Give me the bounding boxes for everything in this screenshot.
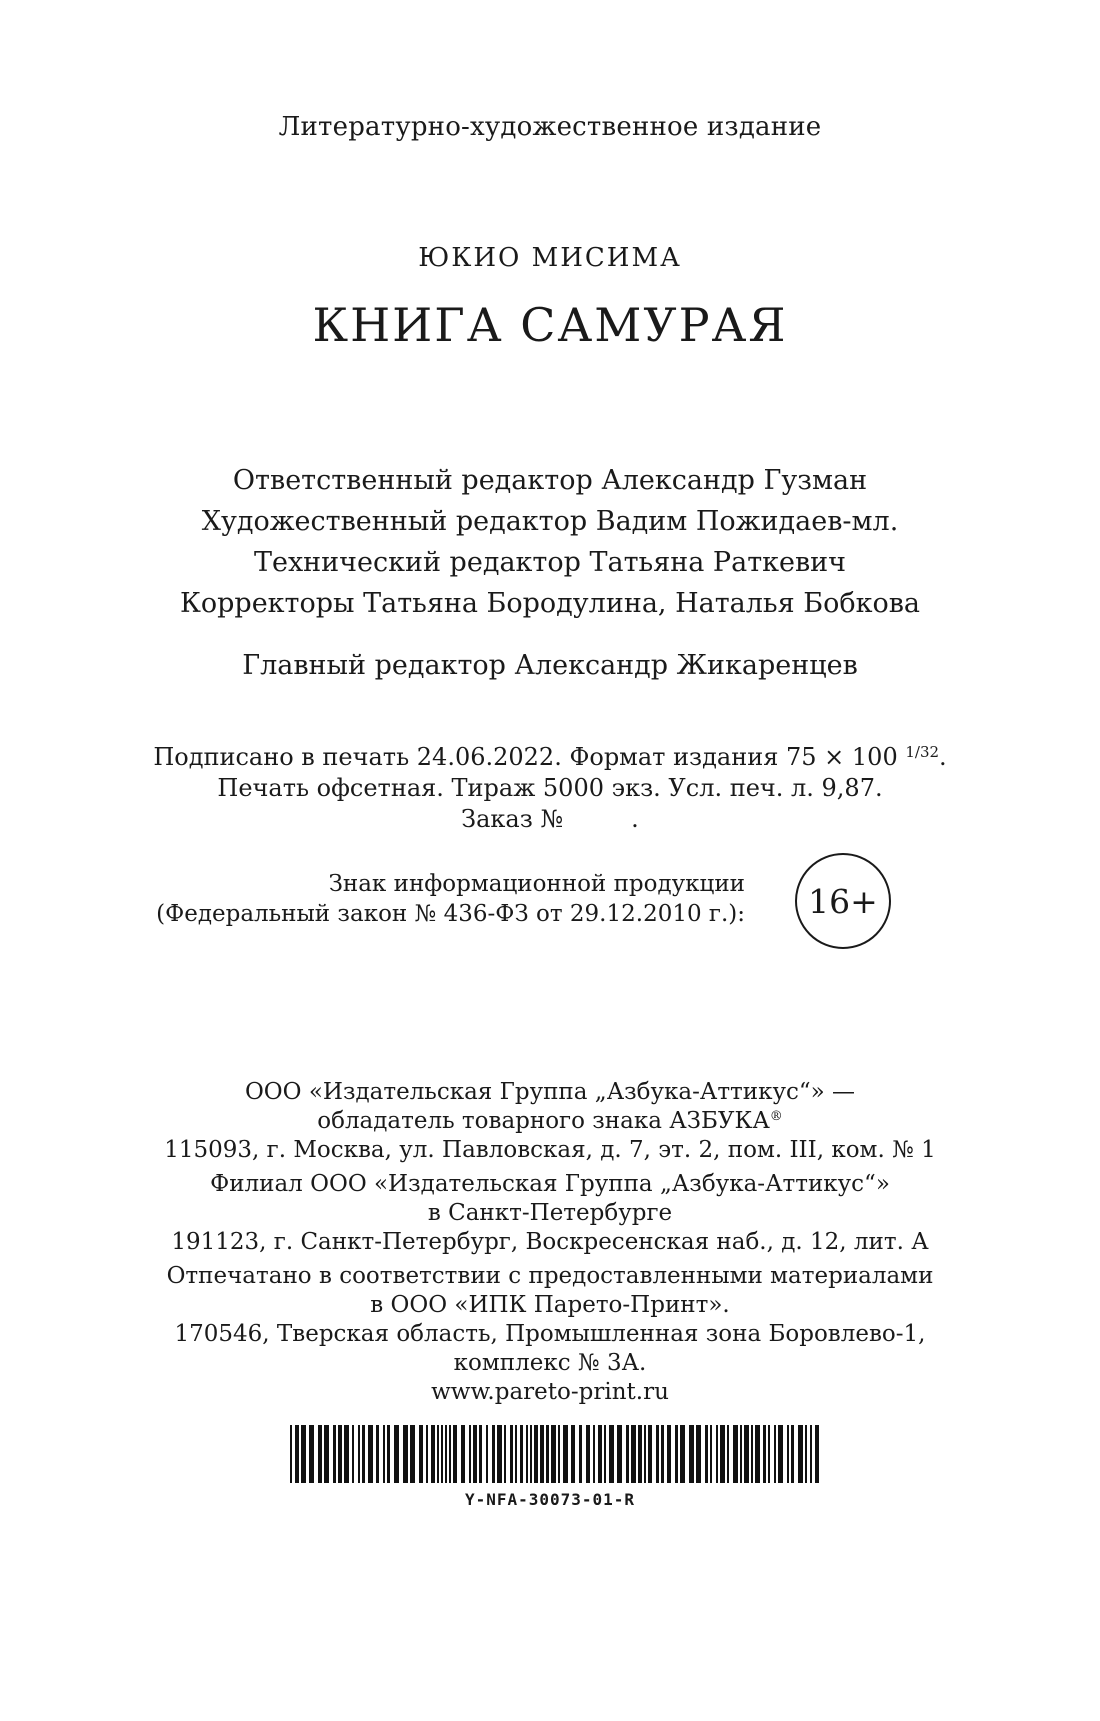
age-rating-label [156,869,745,929]
publisher-trademark [0,1107,1100,1136]
print-info-line-1 [0,742,1100,773]
printer-line-2: в ООО «ИПК Парето-Принт». [370,1292,730,1318]
printer-line-3: 170546, Тверская область, Промышленная зона Боровлево-1, [174,1321,926,1347]
order-end: . [631,805,639,833]
publisher-block [0,1078,1100,1412]
credits-block [0,460,1100,624]
branch-address: 191123, г. Санкт-Петербург, Воскресенская наб., д. 12, лит. А [171,1229,929,1255]
credit-responsible-editor: Ответственный редактор Александр Гузман [232,465,868,496]
print-info-line-2: Печать офсетная. Тираж 5000 экз. Усл. печ. л. 9,87. [217,774,883,802]
printer-line-1: Отпечатано в соответствии с предоставленными материалами [166,1263,934,1289]
printer-info [0,1262,1100,1407]
print-info-block [0,742,1100,835]
book-title: КНИГА САМУРАЯ [312,298,788,352]
publisher-name: ООО «Издательская Группа „Азбука-Аттикус“» — [244,1079,856,1105]
publisher-main [0,1078,1100,1165]
branch-city: в Санкт-Петербурге [427,1200,673,1226]
age-rating-label-line-2: (Федеральный закон № 436-ФЗ от 29.12.2010 г.): [156,901,745,927]
publisher-address: 115093, г. Москва, ул. Павловская, д. 7, эт. 2, пом. III, ком. № 1 [164,1137,936,1163]
barcode [290,1425,820,1483]
print-info-format: Подписано в печать 24.06.2022. Формат издания 75 × 100 [153,743,906,771]
print-info-fraction: 1/32 [905,743,940,761]
barcode-text: Y-NFA-30073-01-R [464,1490,636,1509]
print-info-line-1-end: . [939,743,947,771]
edition-type: Литературно-художественное издание [278,112,822,142]
publisher-branch [0,1170,1100,1257]
branch-name: Филиал ООО «Издательская Группа „Азбука-Аттикус“» [210,1171,890,1197]
age-rating-value: 16+ [808,881,878,921]
printer-website: www.pareto-print.ru [431,1379,669,1405]
credit-proofreaders: Корректоры Татьяна Бородулина, Наталья Бобкова [179,588,921,619]
author-name: ЮКИО МИСИМА [418,243,682,273]
printer-line-4: комплекс № 3А. [453,1350,647,1376]
registered-mark: ® [769,1109,783,1124]
chief-editor: Главный редактор Александр Жикаренцев [242,650,858,681]
age-rating-label-line-1: Знак информационной продукции [328,871,745,897]
order-label: Заказ № [461,805,564,833]
credit-technical-editor: Технический редактор Татьяна Раткевич [253,547,847,578]
credit-art-editor: Художественный редактор Вадим Пожидаев-мл. [201,506,899,537]
age-rating-badge [795,853,891,949]
publisher-trademark-text: обладатель товарного знака АЗБУКА [317,1108,770,1134]
print-info-order [0,804,1100,835]
